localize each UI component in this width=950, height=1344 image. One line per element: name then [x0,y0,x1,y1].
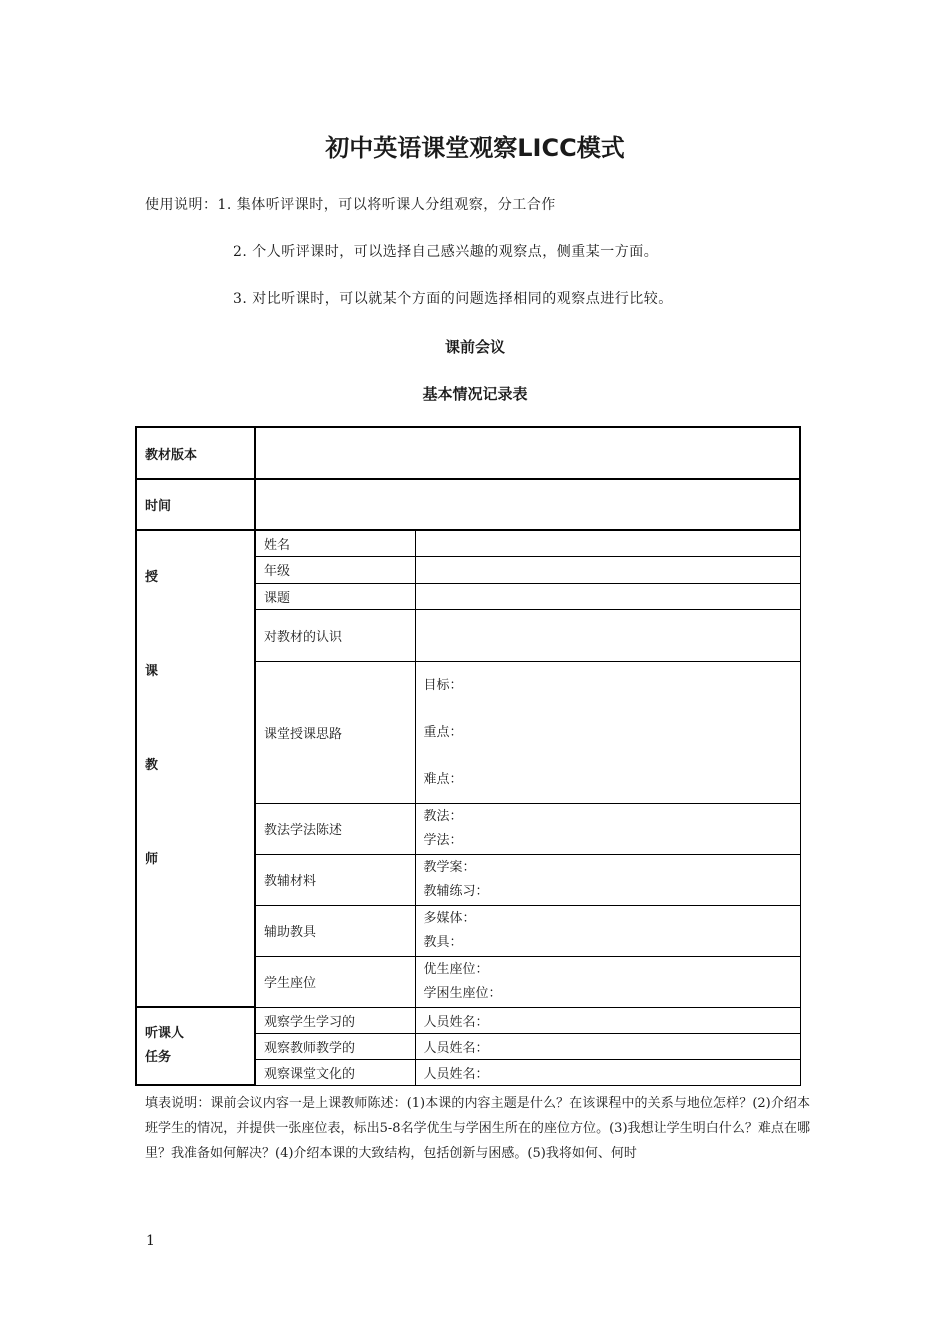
table-title: 基本情况记录表 [422,385,528,403]
teacher-label [136,530,255,1007]
topic-value[interactable] [415,583,800,609]
page-number: 1 [146,1233,155,1249]
practice-label: 教辅练习： [423,883,489,899]
observer-task: 观察教师教学的 [255,1033,415,1059]
difficulty-label: 难点： [423,771,463,787]
usage-line-3: 3. 对比听课时，可以就某个方面的问题选择相同的观察点进行比较。 [233,291,673,307]
name-label: 姓名 [255,530,415,556]
usage-line-1: 使用说明：1. 集体听评课时，可以将听课人分组观察，分工合作 [145,197,556,213]
observer-label: 听课人 任务 [136,1007,255,1085]
fill-instructions: 填表说明：课前会议内容一是上课教师陈述：(1)本课的内容主题是什么？在该课程中的关系与地位怎样？(2)介绍本班学生的情况，并提供一张座位表，标出5-8名学优生与学困生所在的座位方位。(3)我想让学生明白什么？难点在哪里？我准备如何解决？(4)介绍本课的大致结构，包括创新与困感。(5)我将如何、何时 [145,1096,810,1161]
time-value[interactable] [255,479,800,530]
teacher-label-char: 教 [145,758,159,773]
aux-materials-label: 教辅材料 [255,854,415,905]
observer-value[interactable]: 人员姓名： [415,1007,800,1033]
observer-value[interactable]: 人员姓名： [415,1059,800,1085]
section-title: 课前会议 [444,338,505,356]
observer-task: 观察课堂文化的 [255,1059,415,1085]
teaching-idea-label: 课堂授课思路 [255,661,415,803]
multimedia-label: 多媒体： [423,910,476,926]
study-plan-label: 教学案： [423,859,476,875]
topic-label: 课题 [255,583,415,609]
aux-tools-label: 辅助教具 [255,905,415,956]
teaching-idea-value[interactable] [415,661,800,803]
goal-label: 目标： [423,677,463,693]
tools-label: 教具： [423,934,463,950]
record-table [135,426,801,1086]
observer-task: 观察学生学习的 [255,1007,415,1033]
method-desc-label: 教法学法陈述 [255,803,415,854]
page-title: 初中英语课堂观察LICC模式 [325,134,625,162]
material-understanding-value[interactable] [415,609,800,661]
material-understanding-label: 对教材的认识 [255,609,415,661]
usage-line-2: 2. 个人听评课时，可以选择自己感兴趣的观察点，侧重某一方面。 [233,244,659,260]
teacher-label-char: 授 [145,570,159,585]
teaching-method-label: 教法： [423,808,463,824]
good-seat-label: 优生座位： [423,961,489,977]
method-desc-value[interactable] [415,803,800,854]
poor-seat-label: 学困生座位： [423,985,502,1001]
aux-materials-value[interactable] [415,854,800,905]
seating-value[interactable] [415,956,800,1007]
aux-tools-value[interactable] [415,905,800,956]
textbook-version-value[interactable] [255,427,800,479]
seating-label: 学生座位 [255,956,415,1007]
learning-method-label: 学法： [423,832,463,848]
grade-value[interactable] [415,556,800,583]
teacher-label-char: 师 [145,852,159,867]
time-label: 时间 [136,479,255,530]
grade-label: 年级 [255,556,415,583]
teacher-label-char: 课 [145,664,159,679]
name-value[interactable] [415,530,800,556]
observer-value[interactable]: 人员姓名： [415,1033,800,1059]
key-point-label: 重点： [423,724,463,740]
textbook-version-label: 教材版本 [136,427,255,479]
